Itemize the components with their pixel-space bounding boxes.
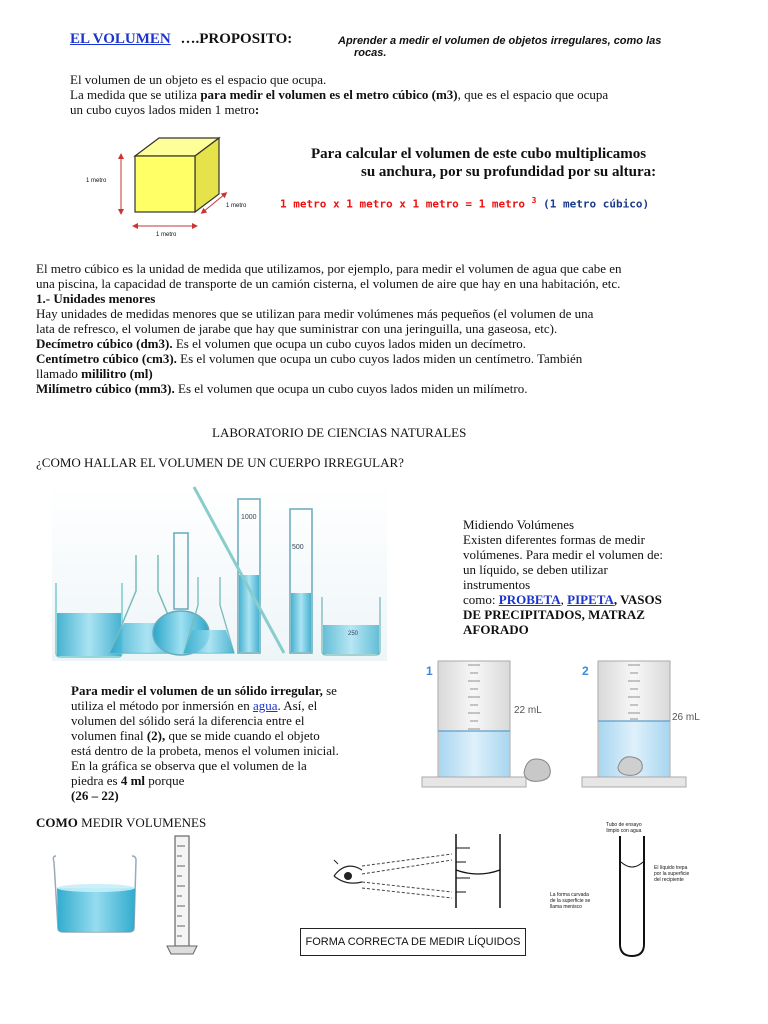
cylinder-2-volume: 26 mL [672, 712, 700, 723]
formula-paren-open: ( [543, 197, 550, 211]
calc-line1: Para calcular el volumen de este cubo multiplicamos [311, 146, 647, 162]
measuring-line2: volúmenes. Para medir el volumen de: [463, 547, 664, 562]
flask-label: 250 [348, 631, 359, 637]
pipeta-link[interactable]: PIPETA [567, 592, 614, 607]
cylinder-2-icon [582, 661, 686, 787]
irregular-l1: Para medir el volumen de un sólido irregular, se [71, 683, 337, 698]
cylinder-1-number: 1 [426, 664, 433, 678]
cylinder-2-number: 2 [582, 664, 589, 678]
lab-title: LABORATORIO DE CIENCIAS NATURALES [212, 425, 467, 440]
units-ml: llamado mililitro (ml) [36, 366, 153, 381]
irregular-section [71, 683, 339, 803]
test-tube-icon [620, 836, 644, 956]
irregular-l3: volumen del sólido será la diferencia entre el [71, 713, 305, 728]
units-p1-line2: una piscina, la capacidad de transporte de un camión cisterna, el volumen de aire que hay en una habitación, etc. [36, 276, 621, 291]
units-p2-line1: Hay unidades de medidas menores que se utilizan para medir volúmenes más pequeños (el volumen de una [36, 306, 594, 321]
proposito-text [338, 35, 661, 59]
formula-paren-text: 1 metro cúbico [549, 197, 643, 211]
cylinder-b-label: 500 [292, 544, 304, 551]
irregular-l5: está dentro de la probeta, menos el volumen inicial. [71, 743, 339, 758]
graduated-cylinder-photo [165, 832, 199, 958]
proposito-label: ….PROPOSITO: [180, 31, 293, 47]
tube-right-label: El líquido trepa por la superficie del recipiente [654, 865, 690, 883]
measuring-line4: instrumentos [463, 577, 531, 592]
measuring-line-b: DE PRECIPITADOS, MATRAZ [463, 607, 645, 622]
probeta-link[interactable]: PROBETA [498, 592, 561, 607]
units-section [36, 261, 622, 396]
cube-icon [135, 138, 219, 212]
cube-label-right: 1 metro [226, 203, 247, 209]
cube-label-bottom: 1 metro [156, 232, 177, 238]
calc-text [311, 145, 656, 181]
cube-diagram [85, 134, 255, 246]
caption-box [300, 928, 526, 956]
proposito-text-line2: rocas. [354, 47, 387, 59]
cylinder-1-volume: 22 mL [514, 705, 542, 716]
measuring-line1: Existen diferentes formas de medir [463, 532, 645, 547]
beaker-photo [50, 852, 140, 934]
irregular-l8: (26 – 22) [71, 788, 119, 803]
meniscus-reading-diagram [330, 830, 510, 910]
cylinders-diagram [418, 655, 738, 795]
intro-paragraph [70, 72, 608, 117]
agua-link[interactable]: agua [252, 698, 278, 713]
eye-icon [334, 860, 362, 883]
stone-1-icon [524, 759, 550, 781]
cylinder-a-label: 1000 [241, 514, 257, 521]
measuring-line-c: AFORADO [463, 622, 529, 637]
units-p2-line2: lata de refresco, el volumen de jarabe que hay que suministrar con una jeringuilla, una gaseosa, etc). [36, 321, 558, 336]
formula-exponent: 3 [531, 196, 537, 205]
measuring-line3: un líquido, se deben utilizar [463, 562, 608, 577]
graduated-cylinder-icon [167, 836, 197, 954]
measuring-instruments: como: PROBETA, PIPETA, VASOS [463, 592, 662, 607]
intro-line1: El volumen de un objeto es el espacio que ocupa. [70, 72, 327, 87]
como-medir-heading: COMO MEDIR VOLUMENES [36, 815, 207, 830]
cylinder-wall-icon [456, 834, 500, 908]
units-dm3: Decímetro cúbico (dm3). Es el volumen que ocupa un cubo cuyos lados miden un decímetro. [36, 336, 527, 351]
cylinder-1-icon [422, 661, 526, 787]
calc-formula [280, 194, 649, 212]
measuring-section [463, 517, 663, 637]
intro-line3: un cubo cuyos lados miden 1 metro: [70, 102, 260, 117]
tube-left-label: La forma curvada de la superficie se llama menisco [550, 892, 591, 910]
beaker-icon [53, 856, 136, 932]
glassware-photo [52, 485, 387, 661]
irregular-l7: piedra es 4 ml porque [71, 773, 185, 788]
lab-question: ¿COMO HALLAR EL VOLUMEN DE UN CUERPO IRREGULAR? [36, 455, 404, 470]
irregular-l4: volumen final (2), que se mide cuando el objeto [71, 728, 320, 743]
test-tube-diagram [600, 832, 660, 962]
measuring-title: Midiendo Volúmenes [463, 517, 575, 532]
title-link[interactable]: EL VOLUMEN [70, 31, 171, 47]
units-cm3: Centímetro cúbico (cm3). Es el volumen que ocupa un cubo cuyos lados miden un centímetro. También [36, 351, 583, 366]
units-heading: 1.- Unidades menores [36, 291, 156, 306]
units-mm3: Milímetro cúbico (mm3). Es el volumen que ocupa un cubo cuyos lados miden un milímetro. [36, 381, 528, 396]
formula-main: 1 metro x 1 metro x 1 metro = 1 metro [280, 197, 526, 211]
header-line [70, 31, 292, 48]
proposito-text-line1: Aprender a medir el volumen de objetos irregulares, como las [338, 35, 662, 47]
intro-line2: La medida que se utiliza para medir el volumen es el metro cúbico (m3), que es el espacio que ocupa [70, 87, 609, 102]
units-p1-line1: El metro cúbico es la unidad de medida que utilizamos, por ejemplo, para medir el volumen de agua que cabe en [36, 261, 622, 276]
caption-text: FORMA CORRECTA DE MEDIR LÍQUIDOS [305, 936, 521, 948]
cube-label-left: 1 metro [86, 178, 107, 184]
tube-top-label: Tubo de ensayo limpio con agua [606, 822, 642, 834]
formula-paren-close: ) [642, 197, 650, 211]
irregular-l2: utiliza el método por inmersión en agua. Así, el [71, 698, 318, 713]
calc-line2: su anchura, por su profundidad por su altura: [361, 164, 657, 180]
irregular-l6: En la gráfica se observa que el volumen de la [71, 758, 307, 773]
